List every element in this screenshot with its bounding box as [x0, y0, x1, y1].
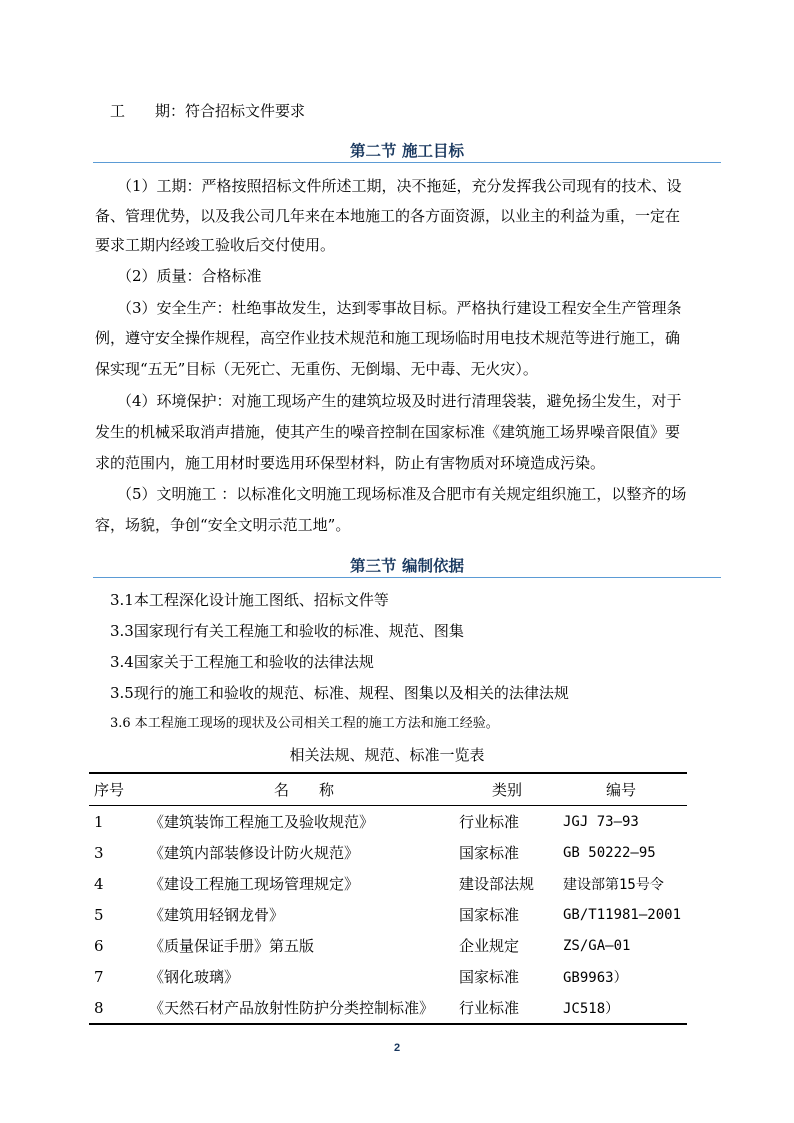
row-name: 《建设工程施工现场管理规定》	[149, 875, 360, 893]
row-no: 4	[94, 874, 104, 893]
row-no: 6	[94, 936, 104, 955]
goal-line: 备、管理优势，以及我公司几年来在本地施工的各方面资源，以业主的利益为重，一定在	[95, 207, 681, 225]
row-name: 《钢化玻璃》	[149, 968, 240, 986]
section-2-title: 第二节 施工目标	[350, 141, 464, 160]
goal-line: （2）质量：合格标准	[117, 267, 262, 285]
row-name: 《建筑用轻钢龙骨》	[149, 906, 285, 924]
basis-item: 3.5现行的施工和验收的规范、标准、规程、图集以及相关的法律法规	[110, 684, 569, 702]
goal-line: （4）环境保护：对施工现场产生的建筑垃圾及时进行清理袋装，避免扬尘发生，对于	[117, 392, 682, 410]
goal-line: （3）安全生产：杜绝事故发生，达到零事故目标。严格执行建设工程安全生产管理条	[117, 299, 682, 317]
goal-line: （1）工期：严格按照招标文件所述工期，决不拖延，充分发挥我公司现有的技术、设	[117, 177, 682, 195]
row-name: 《建筑装饰工程施工及验收规范》	[149, 813, 375, 831]
goal-line: 要求工期内经竣工验收后交付使用。	[95, 236, 336, 254]
row-code: GB 50222—95	[563, 844, 656, 861]
row-no: 8	[94, 998, 104, 1017]
row-code: GB9963）	[563, 969, 628, 986]
row-no: 7	[94, 967, 104, 986]
table-row	[89, 806, 687, 838]
row-no: 5	[94, 905, 104, 924]
row-category: 国家标准	[459, 906, 520, 924]
row-code: ZS/GA—01	[563, 937, 631, 954]
goal-line: 容，场貌，争创“安全文明示范工地”。	[95, 516, 351, 534]
table-caption: 相关法规、规范、标准一览表	[289, 746, 485, 764]
table-row	[89, 837, 687, 868]
row-name: 《天然石材产品放射性防护分类控制标准》	[149, 999, 435, 1017]
goal-line: （5）文明施工 ：以标准化文明施工现场标准及合肥市有关规定组织施工，以整齐的场	[117, 485, 687, 503]
table-row	[89, 868, 687, 899]
header-code: 编号	[605, 781, 636, 799]
table-row	[89, 930, 687, 961]
header-category: 类别	[491, 781, 522, 799]
basis-item: 3.4国家关于工程施工和验收的法律法规	[110, 653, 374, 671]
row-no: 3	[94, 843, 104, 862]
section-3-rule	[93, 577, 721, 578]
row-category: 行业标准	[459, 813, 520, 831]
goal-line: 例，遵守安全操作规程，高空作业技术规范和施工现场临时用电技术规范等进行施工，确	[95, 329, 681, 347]
regulations-table	[89, 772, 687, 1025]
goal-line: 求的范围内，施工用材时要选用环保型材料，防止有害物质对环境造成污染。	[95, 454, 606, 472]
schedule-line: 工 期：符合招标文件要求	[110, 102, 306, 120]
row-code: 建设部第15号令	[563, 876, 664, 893]
row-category: 国家标准	[459, 844, 520, 862]
page-number: 2	[393, 1042, 401, 1054]
row-no: 1	[94, 812, 104, 831]
goal-line: 保实现“五无”目标（无死亡、无重伤、无倒塌、无中毒、无火灾）。	[95, 360, 538, 378]
section-2-rule	[93, 162, 721, 163]
row-category: 行业标准	[459, 999, 520, 1017]
row-name: 《建筑内部装修设计防火规范》	[149, 844, 360, 862]
row-name: 《质量保证手册》第五版	[149, 937, 315, 955]
row-code: GB/T11981—2001	[563, 906, 682, 923]
row-code: JC518）	[563, 1000, 620, 1017]
table-row	[89, 961, 687, 992]
basis-item: 3.6 本工程施工现场的现状及公司相关工程的施工方法和施工经验。	[110, 716, 499, 731]
table-row	[89, 899, 687, 930]
goal-line: 发生的机械采取消声措施，使其产生的噪音控制在国家标准《建筑施工场界噪音限值》要	[95, 423, 681, 441]
basis-item: 3.1本工程深化设计施工图纸、招标文件等	[110, 591, 389, 609]
row-code: JGJ 73—93	[563, 813, 639, 830]
row-category: 建设部法规	[459, 875, 535, 893]
row-category: 国家标准	[459, 968, 520, 986]
row-category: 企业规定	[459, 937, 520, 955]
table-row	[89, 992, 687, 1024]
section-3-title: 第三节 编制依据	[350, 556, 464, 575]
header-no: 序号	[94, 781, 125, 799]
header-name: 名 称	[273, 781, 334, 799]
basis-item: 3.3国家现行有关工程施工和验收的标准、规范、图集	[110, 622, 464, 640]
table-header-row	[89, 773, 687, 806]
